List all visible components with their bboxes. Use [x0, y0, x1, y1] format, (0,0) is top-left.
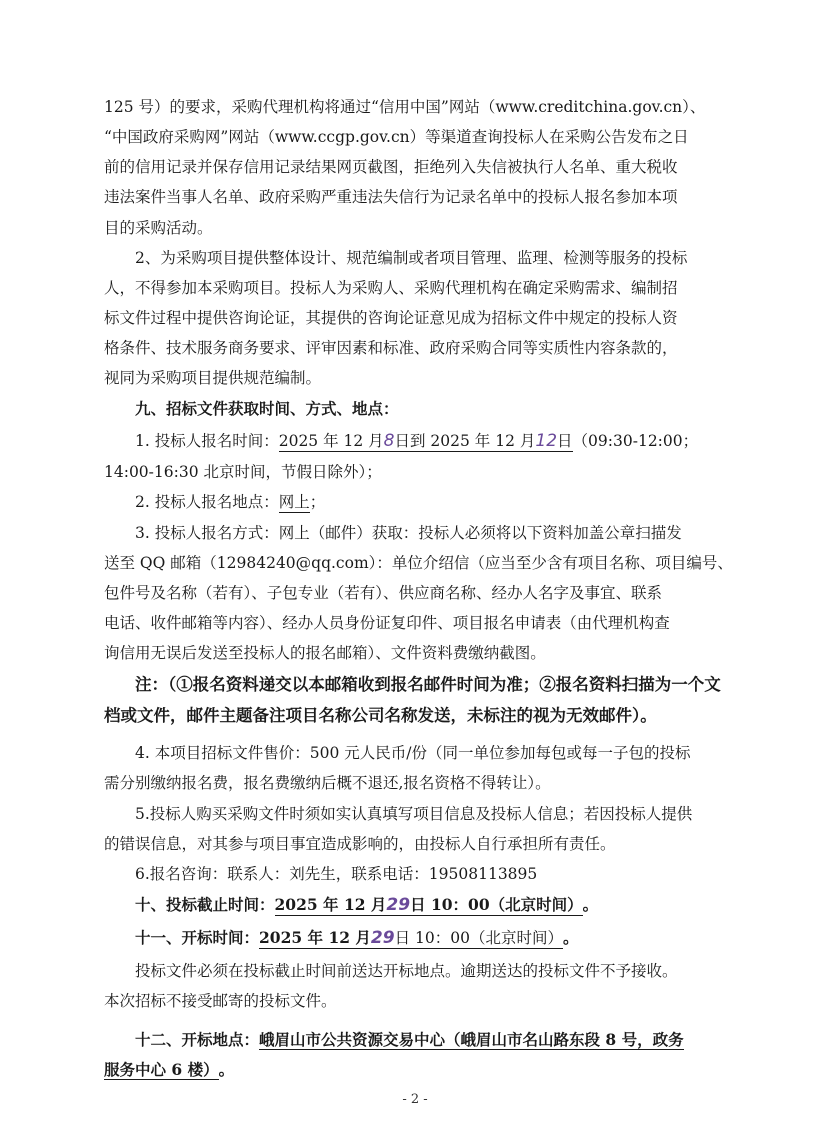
paragraph-line: “中国政府采购网”网站（www.ccgp.gov.cn）等渠道查询投标人在采购公告发布之日: [104, 128, 689, 146]
date-text: 日: [557, 432, 573, 450]
opening-time-line: [135, 928, 775, 949]
paragraph-line: 询信用无误后发送至投标人的报名邮箱）、文件资料费缴纳截图。: [104, 644, 546, 662]
paragraph-line: 的错误信息，对其参与项目事宜造成影响的，由投标人自行承担所有责任。: [104, 835, 616, 853]
deadline-datetime: [275, 895, 583, 916]
paragraph-line: 125 号）的要求，采购代理机构将通过“信用中国”网站（www.creditchina.gov.cn）、: [104, 98, 706, 116]
location-value: 网上: [278, 493, 310, 511]
handwritten-day: 8: [383, 431, 395, 451]
time-text: （09:30-12:00；: [572, 432, 699, 450]
punct: 。: [218, 1060, 235, 1079]
registration-time: [135, 431, 775, 452]
location-value: 峨眉山市公共资源交易中心（峨眉山市名山路东段 8 号，政务: [259, 1030, 684, 1049]
time-text: 日 10：00（北京时间）: [410, 895, 583, 914]
date-range: [279, 432, 573, 452]
section-heading: 十二、开标地点：: [135, 1030, 260, 1049]
label: 1. 投标人报名时间：: [135, 432, 279, 450]
note-line: 档或文件，邮件主题备注项目名称公司名称发送，未标注的视为无效邮件）。: [104, 706, 657, 725]
handwritten-day: 29: [386, 895, 411, 915]
punct: 。: [582, 895, 599, 914]
deadline-line: [135, 895, 775, 916]
paragraph-line: 目的采购活动。: [104, 219, 213, 237]
paragraph-line: 3. 投标人报名方式：网上（邮件）获取：投标人必须将以下资料加盖公章扫描发: [135, 524, 682, 542]
paragraph-line: 4. 本项目招标文件售价：500 元人民币/份（同一单位参加每包或每一子包的投标: [135, 744, 691, 762]
handwritten-day: 12: [535, 431, 558, 451]
opening-datetime: [259, 928, 563, 949]
paragraph-line: 格条件、技术服务商务要求、评审因素和标准、政府采购合同等实质性内容条款的，: [104, 339, 678, 357]
section-heading: 十、投标截止时间：: [135, 895, 275, 914]
paragraph-line: 本次招标不接受邮寄的投标文件。: [104, 992, 337, 1010]
paragraph-line: 违法案件当事人名单、政府采购严重违法失信行为记录名单中的投标人报名参加本项: [104, 188, 678, 206]
date-text: 日到 2025 年 12 月: [394, 432, 536, 450]
punct: 。: [562, 928, 579, 947]
paragraph-line: 需分别缴纳报名费，报名费缴纳后概不退还,报名资格不得转让）。: [104, 774, 551, 792]
page-number: - 2 -: [402, 1092, 428, 1107]
opening-location-line: [135, 1030, 775, 1050]
paragraph-line: 5.投标人购买采购文件时须如实认真填写项目信息及投标人信息；若因投标人提供: [135, 805, 693, 823]
label: 2. 投标人报名地点：: [135, 493, 279, 511]
note-line: 注：（①报名资料递交以本邮箱收到报名邮件时间为准；②报名资料扫描为一个文: [135, 675, 721, 694]
paragraph-line: 人，不得参加本采购项目。投标人为采购人、采购代理机构在确定采购需求、编制招: [104, 279, 678, 297]
punct: ；: [309, 493, 326, 511]
contact-line: 6.报名咨询：联系人：刘先生，联系电话：19508113895: [135, 865, 538, 883]
section-heading: 九、招标文件获取时间、方式、地点：: [135, 399, 399, 418]
registration-location: [135, 492, 775, 513]
time-text: 日 10：00（北京时间）: [394, 929, 563, 947]
paragraph-line: 14:00-16:30 北京时间，节假日除外）；: [104, 463, 382, 481]
section-heading: 十一、开标时间：: [135, 928, 260, 947]
location-value: 服务中心 6 楼）: [104, 1060, 219, 1079]
paragraph-line: 2、为采购项目提供整体设计、规范编制或者项目管理、监理、检测等服务的投标: [135, 249, 688, 267]
date-text: 2025 年 12 月: [259, 928, 371, 947]
paragraph-line: 投标文件必须在投标截止时间前送达开标地点。逾期送达的投标文件不予接收。: [135, 962, 678, 980]
paragraph-line: 送至 QQ 邮箱（12984240@qq.com）：单位介绍信（应当至少含有项目名称、项目编号、: [104, 554, 733, 572]
paragraph-line: 前的信用记录并保存信用记录结果网页截图，拒绝列入失信被执行人名单、重大税收: [104, 158, 678, 176]
paragraph-line: 视同为采购项目提供规范编制。: [104, 369, 322, 387]
handwritten-day: 29: [370, 928, 395, 948]
date-text: 2025 年 12 月: [278, 432, 384, 450]
paragraph-line: 标文件过程中提供咨询论证，其提供的咨询论证意见成为招标文件中规定的投标人资: [104, 309, 678, 327]
paragraph-line: 电话、收件邮箱等内容）、经办人员身份证复印件、项目报名申请表（由代理机构查: [104, 614, 670, 632]
paragraph-line: 包件号及名称（若有）、子包专业（若有）、供应商名称、经办人名字及事宜、联系: [104, 584, 663, 602]
date-text: 2025 年 12 月: [274, 895, 387, 914]
opening-location-line: [104, 1060, 744, 1080]
